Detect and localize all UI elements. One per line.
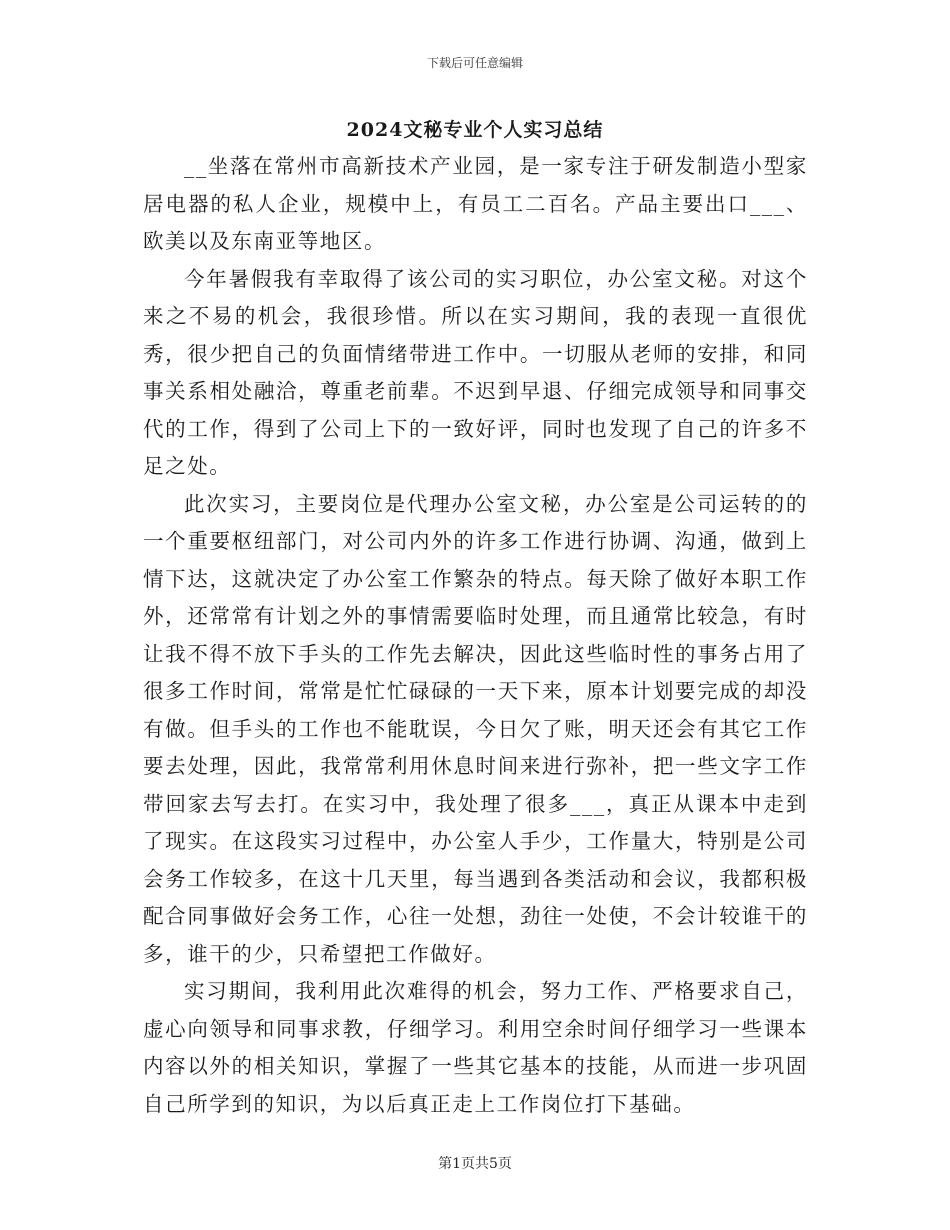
- header-note: 下载后可任意编辑: [426, 56, 523, 70]
- document-body: [143, 148, 808, 1123]
- paragraph-company-intro: __坐落在常州市高新技术产业园，是一家专注于研发制造小型家居电器的私人企业，规模中上，有员工二百名。产品主要出口___、欧美以及东南亚等地区。: [143, 154, 808, 253]
- paragraph-internship-role: 今年暑假我有幸取得了该公司的实习职位，办公室文秘。对这个来之不易的机会，我很珍惜。所以在实习期间，我的表现一直很优秀，很少把自己的负面情绪带进工作中。一切服从老师的安排，和同事关系相处融洽，尊重老前辈。不迟到早退、仔细完成领导和同事交代的工作，得到了公司上下的一致好评，同时也发现了自己的许多不足之处。: [143, 266, 808, 478]
- document-title: 2024文秘专业个人实习总结: [346, 119, 604, 141]
- paragraph-office-work: 此次实习，主要岗位是代理办公室文秘，办公室是公司运转的的一个重要枢纽部门，对公司内外的许多工作进行协调、沟通，做到上情下达，这就决定了办公室工作繁杂的特点。每天除了做好本职工作外，还常常有计划之外的事情需要临时处理，而且通常比较急，有时让我不得不放下手头的工作先去解决，因此这些临时性的事务占用了很多工作时间，常常是忙忙碌碌的一天下来，原本计划要完成的却没有做。但手头的工作也不能耽误，今日欠了账，明天还会有其它工作要去处理，因此，我常常利用休息时间来进行弥补，把一些文字工作带回家去写去打。在实习中，我处理了很多___，真正从课本中走到了现实。在这段实习过程中，办公室人手少，工作量大，特别是公司会务工作较多，在这十几天里，每当遇到各类活动和会议，我都积极配合同事做好会务工作，心往一处想，劲往一处使，不会计较谁干的多，谁干的少，只希望把工作做好。: [143, 491, 808, 966]
- paragraph-learning: 实习期间，我利用此次难得的机会，努力工作、严格要求自己，虚心向领导和同事求教，仔细学习。利用空余时间仔细学习一些课本内容以外的相关知识，掌握了一些其它基本的技能，从而进一步巩固自己所学到的知识，为以后真正走上工作岗位打下基础。: [143, 979, 808, 1116]
- page-footer: 第1页共5页: [438, 1156, 512, 1172]
